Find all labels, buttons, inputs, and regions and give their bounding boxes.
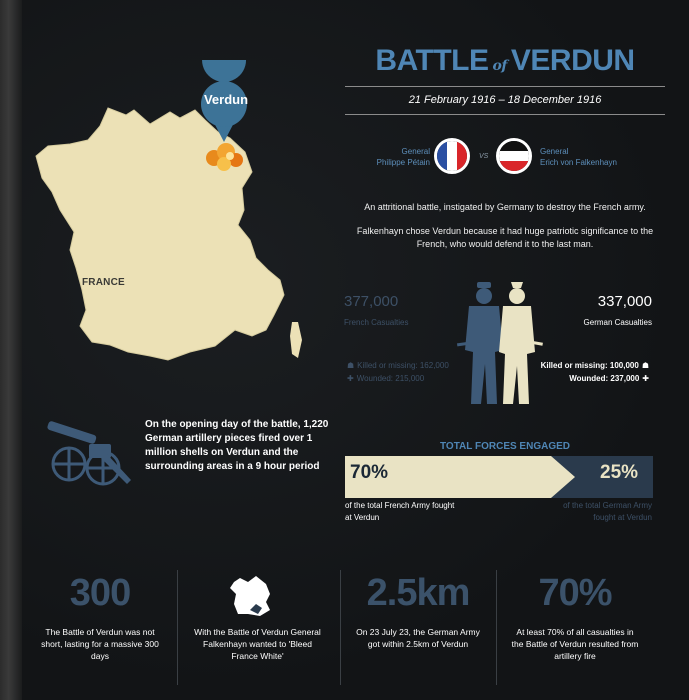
stat-text-artillery-pct: At least 70% of all casualties in the Battle of Verdun resulted from artillery fire (511, 627, 639, 661)
stat-value-distance: 2.5km (366, 572, 470, 614)
german-soldier-silhouette (499, 282, 543, 404)
stat-text-days: The Battle of Verdun was not short, lasting for a massive 300 days (41, 627, 159, 661)
french-casualties-total: 377,000 (344, 293, 399, 310)
versus-label: VS (479, 153, 489, 160)
description-1: An attritional battle, instigated by Germany to destroy the French army. (364, 202, 646, 212)
french-wounded: ✚ Wounded: 215,000 (347, 374, 425, 383)
french-general (350, 146, 430, 168)
german-general-name: Erich von Falkenhayn (540, 158, 617, 167)
page-title (345, 44, 665, 78)
cross-icon: ✚ (347, 374, 354, 383)
total-forces-title: TOTAL FORCES ENGAGED (439, 441, 570, 452)
stat-text-bleed-france: With the Battle of Verdun General Falkenhayn wanted to 'Bleed France White' (194, 627, 321, 661)
german-casualties-label: German Casualties (583, 318, 652, 327)
book-binding (0, 0, 22, 700)
stat-divider-2 (340, 570, 341, 685)
stat-value-artillery-pct: 70% (538, 572, 612, 614)
artillery-fact: On the opening day of the battle, 1,220 German artillery pieces fired over 1 million shells on Verdun and the surrounding areas in a 9 hour period (145, 419, 329, 472)
description-2: Falkenhayn chose Verdun because it had huge patriotic significance to the French, who would defend it to the last man. (356, 226, 654, 249)
battle-dates: 21 February 1916 – 18 December 1916 (408, 94, 602, 106)
stat-divider-3 (496, 570, 497, 685)
german-general-rank: General (540, 147, 569, 156)
title-rule-bottom (345, 114, 665, 115)
stat-divider-1 (177, 570, 178, 685)
soldiers-silhouette-icon (455, 280, 545, 410)
title-part2: VERDUN (510, 44, 635, 77)
france-outline (36, 108, 284, 360)
france-map-panel (30, 60, 330, 390)
stat-value-days: 300 (69, 572, 131, 614)
german-killed: Killed or missing: 100,000 ☗ (540, 361, 649, 370)
german-flag-icon (496, 138, 532, 174)
france-white-map-icon (228, 574, 274, 618)
title-rule-top (345, 86, 665, 87)
skull-icon: ☗ (641, 361, 649, 370)
cross-icon: ✚ (642, 374, 649, 383)
french-soldier-silhouette (457, 282, 503, 404)
french-flag-icon (434, 138, 470, 174)
french-casualties-label: French Casualties (344, 318, 409, 327)
french-general-rank: General (401, 147, 430, 156)
title-of: of (492, 58, 507, 74)
french-forces-label: of the total French Army fought at Verdun (345, 501, 455, 522)
corsica-island (290, 322, 302, 358)
stat-text-distance: On 23 July 23, the German Army got within 2.5km of Verdun (356, 627, 480, 649)
skull-icon: ☗ (347, 361, 355, 370)
verdun-pin-label: Verdun (203, 92, 249, 107)
title-block (345, 44, 665, 78)
german-casualties-total: 337,000 (597, 293, 652, 310)
france-map (30, 60, 330, 390)
france-map-label: FRANCE (82, 277, 125, 288)
german-forces-label: of the total German Army fought at Verdun (563, 501, 652, 522)
french-forces-pct: 70% (350, 462, 389, 483)
german-general (540, 146, 650, 168)
title-part1: BATTLE (375, 44, 489, 77)
artillery-cannon-icon (45, 418, 133, 490)
french-general-name: Philippe Pétain (376, 158, 430, 167)
french-killed: ☗ Killed or missing: 162,000 (347, 361, 449, 370)
german-forces-pct: 25% (600, 462, 639, 483)
german-wounded: Wounded: 237,000 ✚ (569, 374, 649, 383)
